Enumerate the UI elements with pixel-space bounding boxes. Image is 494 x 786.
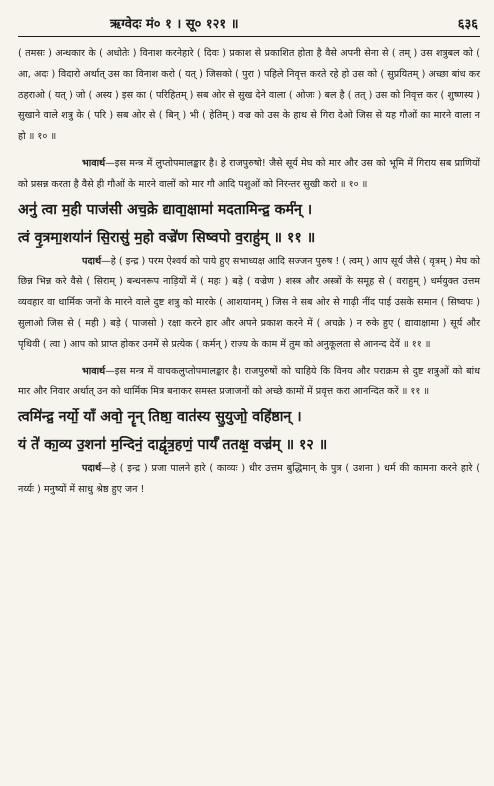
mantra-line: त्वं वृ॒त्रमा॒शया॑नं सि॒रासु॑ म॒हो वज्रे॑ण सिष्वपो व॒राहु॑म् ॥ ११ ॥ — [18, 229, 316, 246]
padartha-paragraph — [18, 252, 480, 356]
mantra-line: त्वमि॑न्द्र॒ नर्यो॒ याँ अवो॒ नॄन् तिष्ठा॒ वात॑स्य सु॒युजो॒ वहि॑ष्ठान् । — [18, 409, 302, 426]
page-number: ६३६ — [457, 17, 478, 32]
padartha-label: पदार्थ — [82, 463, 102, 475]
padartha-text: —हे ( इन्द्र ) प्रजा पालने हारे ( काव्यः ) धीर उत्तम बुद्धिमान् के पुत्र ( उशना ) धर्म की कामना करने हारे ( नर्य्यः ) मनुष्यों में साधु श्रेष्ठ हुए जन ! — [18, 463, 480, 495]
bhavartha-paragraph — [18, 362, 480, 404]
page-header — [18, 16, 480, 34]
bhavartha-text: —इस मन्त्र में वाचकलुप्तोपमालङ्कार है। राजपुरुषों को चाहिये कि विनय और पराक्रम से दुष्ट शत्रुओं को बांध मार और निवार अर्थात् उन को धार्मिक मित्र बनाकर समस्त प्रजाजनों को अच्छे कामों में प्रवृत्त करा आनन्दित करें ॥ ११ ॥ — [18, 365, 480, 398]
padartha-paragraph — [18, 459, 480, 501]
padartha-label: पदार्थ — [82, 255, 102, 267]
bhavartha-text: —इस मन्त्र में लुप्तोपमालङ्कार है। हे राजपुरुषो! जैसे सूर्य मेघ को मार और उस को भूमि में गिराय सब प्राणियों को प्रसन्न करता है वैसे ही गौओं के मारने वालों को मार गौ आदि पशुओं को निरन्तर सुखी करो ॥ १० ॥ — [18, 157, 480, 190]
mantra-line: अनु॑ त्वा म॒ही पाज॑सी अच॒क्रे द्यावा॒क्षामा॑ मदतामिन्द्र॒ कर्म॑न् । — [18, 201, 313, 218]
padartha-text: —हे ( इन्द्र ) परम ऐश्वर्य को पाये हुए सभाध्यक्ष आदि सज्जन पुरुष ! ( त्वम् ) आप सूर्य जैसे ( वृत्रम् ) मेघ को छिन्न भिन्न करे वैसे ( सिराम् ) बन्धनरूप नाड़ियों में ( महः ) बड़े ( वज्रेण ) शस्त्र और अस्त्रों के समूह से ( वराहुम् ) धर्मयुक्त उत्तम व्यवहार वा धार्मिक जनों के मारने वाले दुष्ट शत्रु को मारके ( आशयानम् ) जिस ने सब ओर से गाढ़ी नींद पाई उसके समान ( सिष्वपः ) सुलाओ जिस से ( मही ) बड़े ( पाजसो ) रक्षा करने हार और अपने प्रकाश करने में ( अचक्रे ) न रुके हुए ( द्यावाक्षामा ) सूर्य और पृथिवी ( त्वा ) आप को प्राप्त होकर उनमें से प्रत्येक ( कर्मन् ) राज्य के काम में तुम को अनुकूलता से आनन्द देवें ॥ ११ ॥ — [18, 255, 480, 350]
bhavartha-label: भावार्थ — [82, 365, 106, 377]
bhavartha-paragraph — [18, 154, 480, 196]
header-rule — [18, 36, 480, 37]
bhavartha-label: भावार्थ — [82, 157, 106, 169]
running-title: ऋग्वेदः मं० १ । सू० १२१ ॥ — [110, 17, 239, 32]
commentary-paragraph: ( तमसः ) अन्धकार के ( अधोतेः ) विनाश करनेहारे ( दिवः ) प्रकाश से प्रकाशित होता है वैसे अपनी सेना से ( तम् ) उस शत्रुबल को ( आ, अदः ) विदारो अर्थात् उस का विनाश करो ( यत् ) जिसको ( पुरा ) पहिले निवृत्त करते रहे हो उस को ( सुप्रयितम् ) अच्छा बांध कर ठहराओ ( यत् ) जो ( अस्य ) इस का ( परिहितम् ) सब ओर से सुख देने वाला ( ओजः ) बल है ( तत् ) उस को निवृत्त कर ( शुष्णस्य ) सुखाने वाले शत्रु के ( परि ) सब ओर से ( बिन् ) भी ( हेतिम् ) वज्र को उस के हाथ से गिरा देओ जिस से यह गौओं का मारने वाला न हो ॥ १० ॥ — [18, 48, 480, 143]
mantra-line: यं ते॑ का॒व्य उ॒शना॑ म॒न्दिनं॒ दाद्वृ॑त्र॒हणं॒ पार्यं॑ ततक्ष॒ वज्र॑म् ॥ १२ ॥ — [18, 437, 328, 454]
